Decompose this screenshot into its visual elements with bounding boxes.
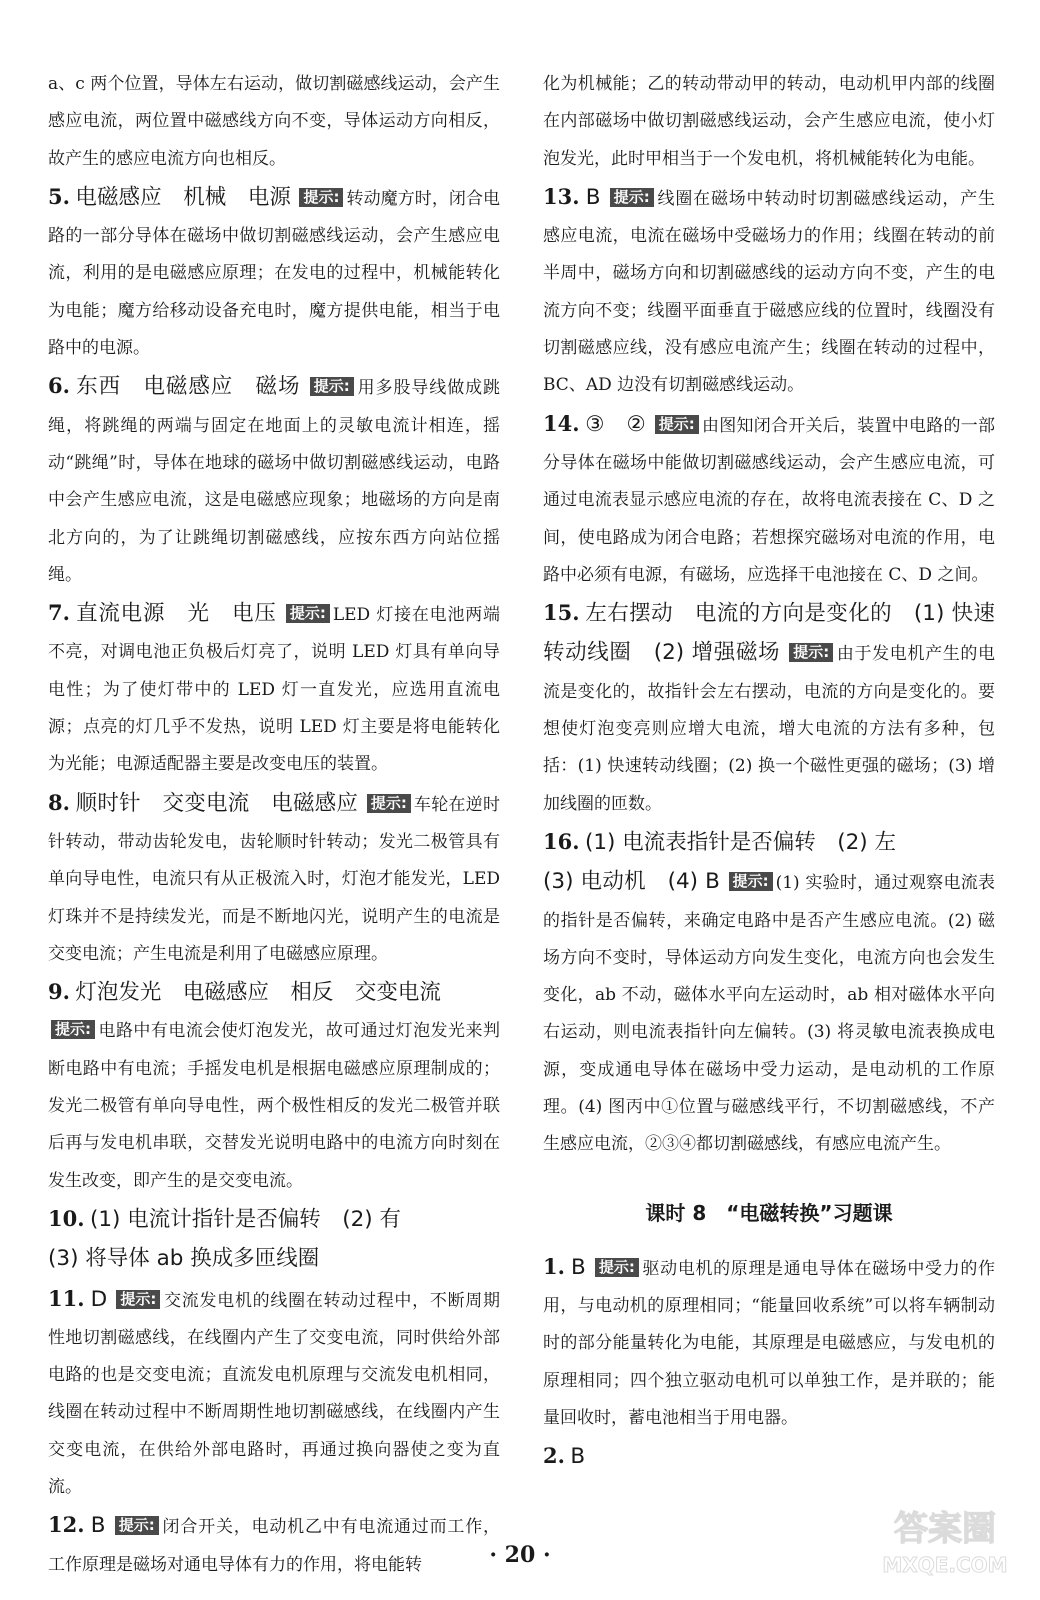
hint-text: 车轮在逆时针转动，带动齿轮发电，齿轮顺时针转动；发光二极管具有单向导电性，电流只有从正极流入时，灯泡才能发光，LED 灯珠并不是持续发光，而是不断地闪光，说明产生的电流是交变电流；产生电流是利用了电磁感应原理。 [48, 794, 500, 964]
question-number: 8. [48, 789, 70, 815]
section-title: 课时 8 “电磁转换”习题课 [645, 1200, 893, 1225]
answer-text-2: (3) 电动机 (4) B [543, 869, 720, 895]
continued-answer-12: 化为机械能；乙的转动带动甲的转动，电动机甲内部的线圈在内部磁场中做切割磁感线运动，会产生感应电流，使小灯泡发光，此时甲相当于一个发电机，将机械能转化为电能。 [543, 74, 995, 169]
answer-text: B [570, 1444, 586, 1470]
answer-8 [48, 784, 500, 973]
hint-text: 电路中有电流会使灯泡发光，故可通过灯泡发光来判断电路中有电流；手摇发电机是根据电磁感应原理制成的；发光二极管有单向导电性，两个极性相反的发光二极管并联后再与发电机串联，交替发光说明电路中的电流方向时刻在发生改变，即产生的是交变电流。 [48, 1021, 500, 1191]
question-number: 13. [543, 183, 580, 209]
hint-text: 由于发电机产生的电流是变化的，故指针会左右摆动，电流的方向是变化的。要想使灯泡变亮则应增大电流，增大电流的方法有多种，包括：(1) 快速转动线圈；(2) 换一个磁性更强的磁场；(3) 增加线圈的匝数。 [543, 644, 996, 814]
question-number: 9. [48, 979, 70, 1005]
hint-badge: 提示: [729, 872, 773, 891]
question-number: 5. [48, 183, 70, 209]
question-number: 12. [48, 1512, 85, 1538]
hint-badge: 提示: [595, 1258, 639, 1277]
hint-text: 用多股导线做成跳绳，将跳绳的两端与固定在地面上的灵敏电流计相连，摇动“跳绳”时，导体在地球的磁场中做切割磁感线运动，电路中会产生感应电流，这是电磁感应现象；地磁场的方向是南北方向的，为了让跳绳切割磁感线，应按东西方向站位摇绳。 [48, 378, 501, 585]
hint-badge: 提示: [115, 1516, 159, 1535]
answer-text: 电磁感应 机械 电源 [75, 184, 291, 210]
answer-5 [48, 178, 500, 367]
question-number: 2. [543, 1443, 565, 1469]
answer-text: B [585, 184, 601, 210]
hint-badge: 提示: [116, 1290, 160, 1309]
answer-text: 灯泡发光 电磁感应 相反 交变电流 [75, 980, 441, 1006]
answer-text: 东西 电磁感应 磁场 [76, 374, 301, 400]
watermark-text: 答案圈 [894, 1509, 996, 1549]
answer-6 [48, 367, 500, 594]
hint-badge: 提示: [286, 604, 330, 623]
continued-answer: a、c 两个位置，导体左右运动，做切割磁感线运动，会产生感应电流，两位置中磁感线方向不变，导体运动方向相反，故产生的感应电流方向也相反。 [48, 74, 500, 169]
answer-text: 顺时针 交变电流 电磁感应 [75, 790, 359, 816]
question-number: 15. [543, 600, 580, 626]
hint-text: 由图知闭合开关后，装置中电路的一部分导体在磁场中能做切割磁感线运动，会产生感应电流，可通过电流表显示感应电流的存在，故将电流表接在 C、D 之间，使电路成为闭合电路；若想探究磁场对电流的作用，电路中必须有电源，有磁场，应选择干电池接在 C、D 之间。 [543, 415, 996, 585]
hint-badge: 提示: [310, 377, 354, 396]
hint-badge: 提示: [367, 794, 411, 813]
answer-text: B [90, 1513, 106, 1539]
question-number: 10. [48, 1205, 85, 1231]
hint-badge: 提示: [299, 188, 343, 207]
hint-text: 闭合开关，电动机乙中有电流通过而工作，工作原理是磁场对通电导体有力的作用，将电能转 [48, 1517, 501, 1575]
answer-16 [543, 823, 995, 1164]
answer-text-2: (3) 将导体 ab 换成多匝线圈 [48, 1246, 320, 1272]
answer-13 [543, 178, 995, 405]
right-column [543, 66, 995, 1477]
answer-9 [48, 973, 500, 1200]
answer-text: 直流电源 光 电压 [76, 601, 277, 627]
hint-text: 交流发电机的线圈在转动过程中，不断周期性地切割磁感线，在线圈内产生了交变电流，同时供给外部电路的也是交变电流；直流发电机原理与交流发电机相同，线圈在转动过程中不断周期性地切割磁感线，在线圈内产生交变电流，在供给外部电路时，再通过换向器使之变为直流。 [48, 1290, 501, 1497]
answer-text: (1) 电流表指针是否偏转 (2) 左 [584, 829, 897, 855]
page-number: · 20 · [489, 1542, 551, 1568]
answer-7 [48, 594, 500, 783]
answer-11 [48, 1280, 500, 1507]
hint-text: 线圈在磁场中转动时切割磁感线运动，产生感应电流，电流在磁场中受磁场力的作用；线圈在转动的前半周中，磁场方向和切割磁感线的运动方向不变，产生的电流方向不变；线圈平面垂直于磁感应线的位置时，线圈没有切割磁感应线，没有感应电流产生；线圈在转动的过程中，BC、AD 边没有切割磁感线运动。 [543, 188, 996, 396]
watermark-logo [870, 1492, 1020, 1582]
hint-text: 转动魔方时，闭合电路的一部分导体在磁场中做切割磁感线运动，会产生感应电流，利用的是电磁感应原理；在发电的过程中，机械能转化为电能；魔方给移动设备充电时，魔方提供电能，相当于电路中的电源。 [48, 188, 500, 359]
answer-text: 左右摆动 电流的方向是变化的 (1) 快速转动线圈 (2) 增强磁场 [543, 601, 995, 666]
answer-text: D [90, 1286, 108, 1312]
hint-badge: 提示: [789, 643, 833, 662]
hint-text: LED 灯接在电池两端不亮，对调电池正负极后灯亮了，说明 LED 灯具有单向导电性；为了使灯带中的 LED 灯一直发光，应选用直流电源；点亮的灯几乎不发热，说明 LED 灯主要是将电能转化为光能；电源适配器主要是改变电压的装置。 [48, 605, 501, 775]
answer-text: (1) 电流计指针是否偏转 (2) 有 [89, 1206, 402, 1232]
question-number: 1. [543, 1253, 565, 1279]
hint-badge: 提示: [655, 415, 699, 434]
answer-text: ③ ② [585, 411, 647, 437]
section-answer-1 [543, 1248, 995, 1437]
hint-badge: 提示: [610, 188, 654, 207]
hint-text: (1) 实验时，通过观察电流表的指针是否偏转，来确定电路中是否产生感应电流。(2) 磁场方向不变时，导体运动方向发生变化，电流方向也会发生变化，ab 不动，磁体水平向左运动时，ab 相对磁体水平向右运动，则电流表指针向左偏转。(3) 将灵敏电流表换成电源，变成通电导体在磁场中受力运动，是电动机的工作原理。(4) 图丙中①位置与磁感线平行，不切割磁感线，不产生感应电流，②③④都切割磁感线，有感应电流产生。 [543, 873, 995, 1155]
watermark-url: MXQE.COM [882, 1553, 1008, 1577]
question-number: 6. [48, 373, 70, 399]
answer-14 [543, 405, 995, 594]
question-number: 14. [543, 410, 580, 436]
hint-badge: 提示: [51, 1020, 95, 1039]
question-number: 7. [48, 600, 70, 626]
answer-text: B [571, 1254, 586, 1280]
answer-15 [543, 594, 995, 823]
hint-text: 驱动电机的原理是通电导体在磁场中受力的作用，与电动机的原理相同；“能量回收系统”可以将车辆制动时的部分能量转化为电能，其原理是电磁感应，与发电机的原理相同；四个独立驱动电机可以单独工作，是并联的；能量回收时，蓄电池相当于用电器。 [543, 1258, 996, 1428]
answer-10 [48, 1200, 500, 1280]
section-answer-2 [543, 1437, 995, 1477]
left-column [48, 66, 500, 1584]
question-number: 16. [543, 828, 580, 854]
question-number: 11. [48, 1285, 85, 1311]
